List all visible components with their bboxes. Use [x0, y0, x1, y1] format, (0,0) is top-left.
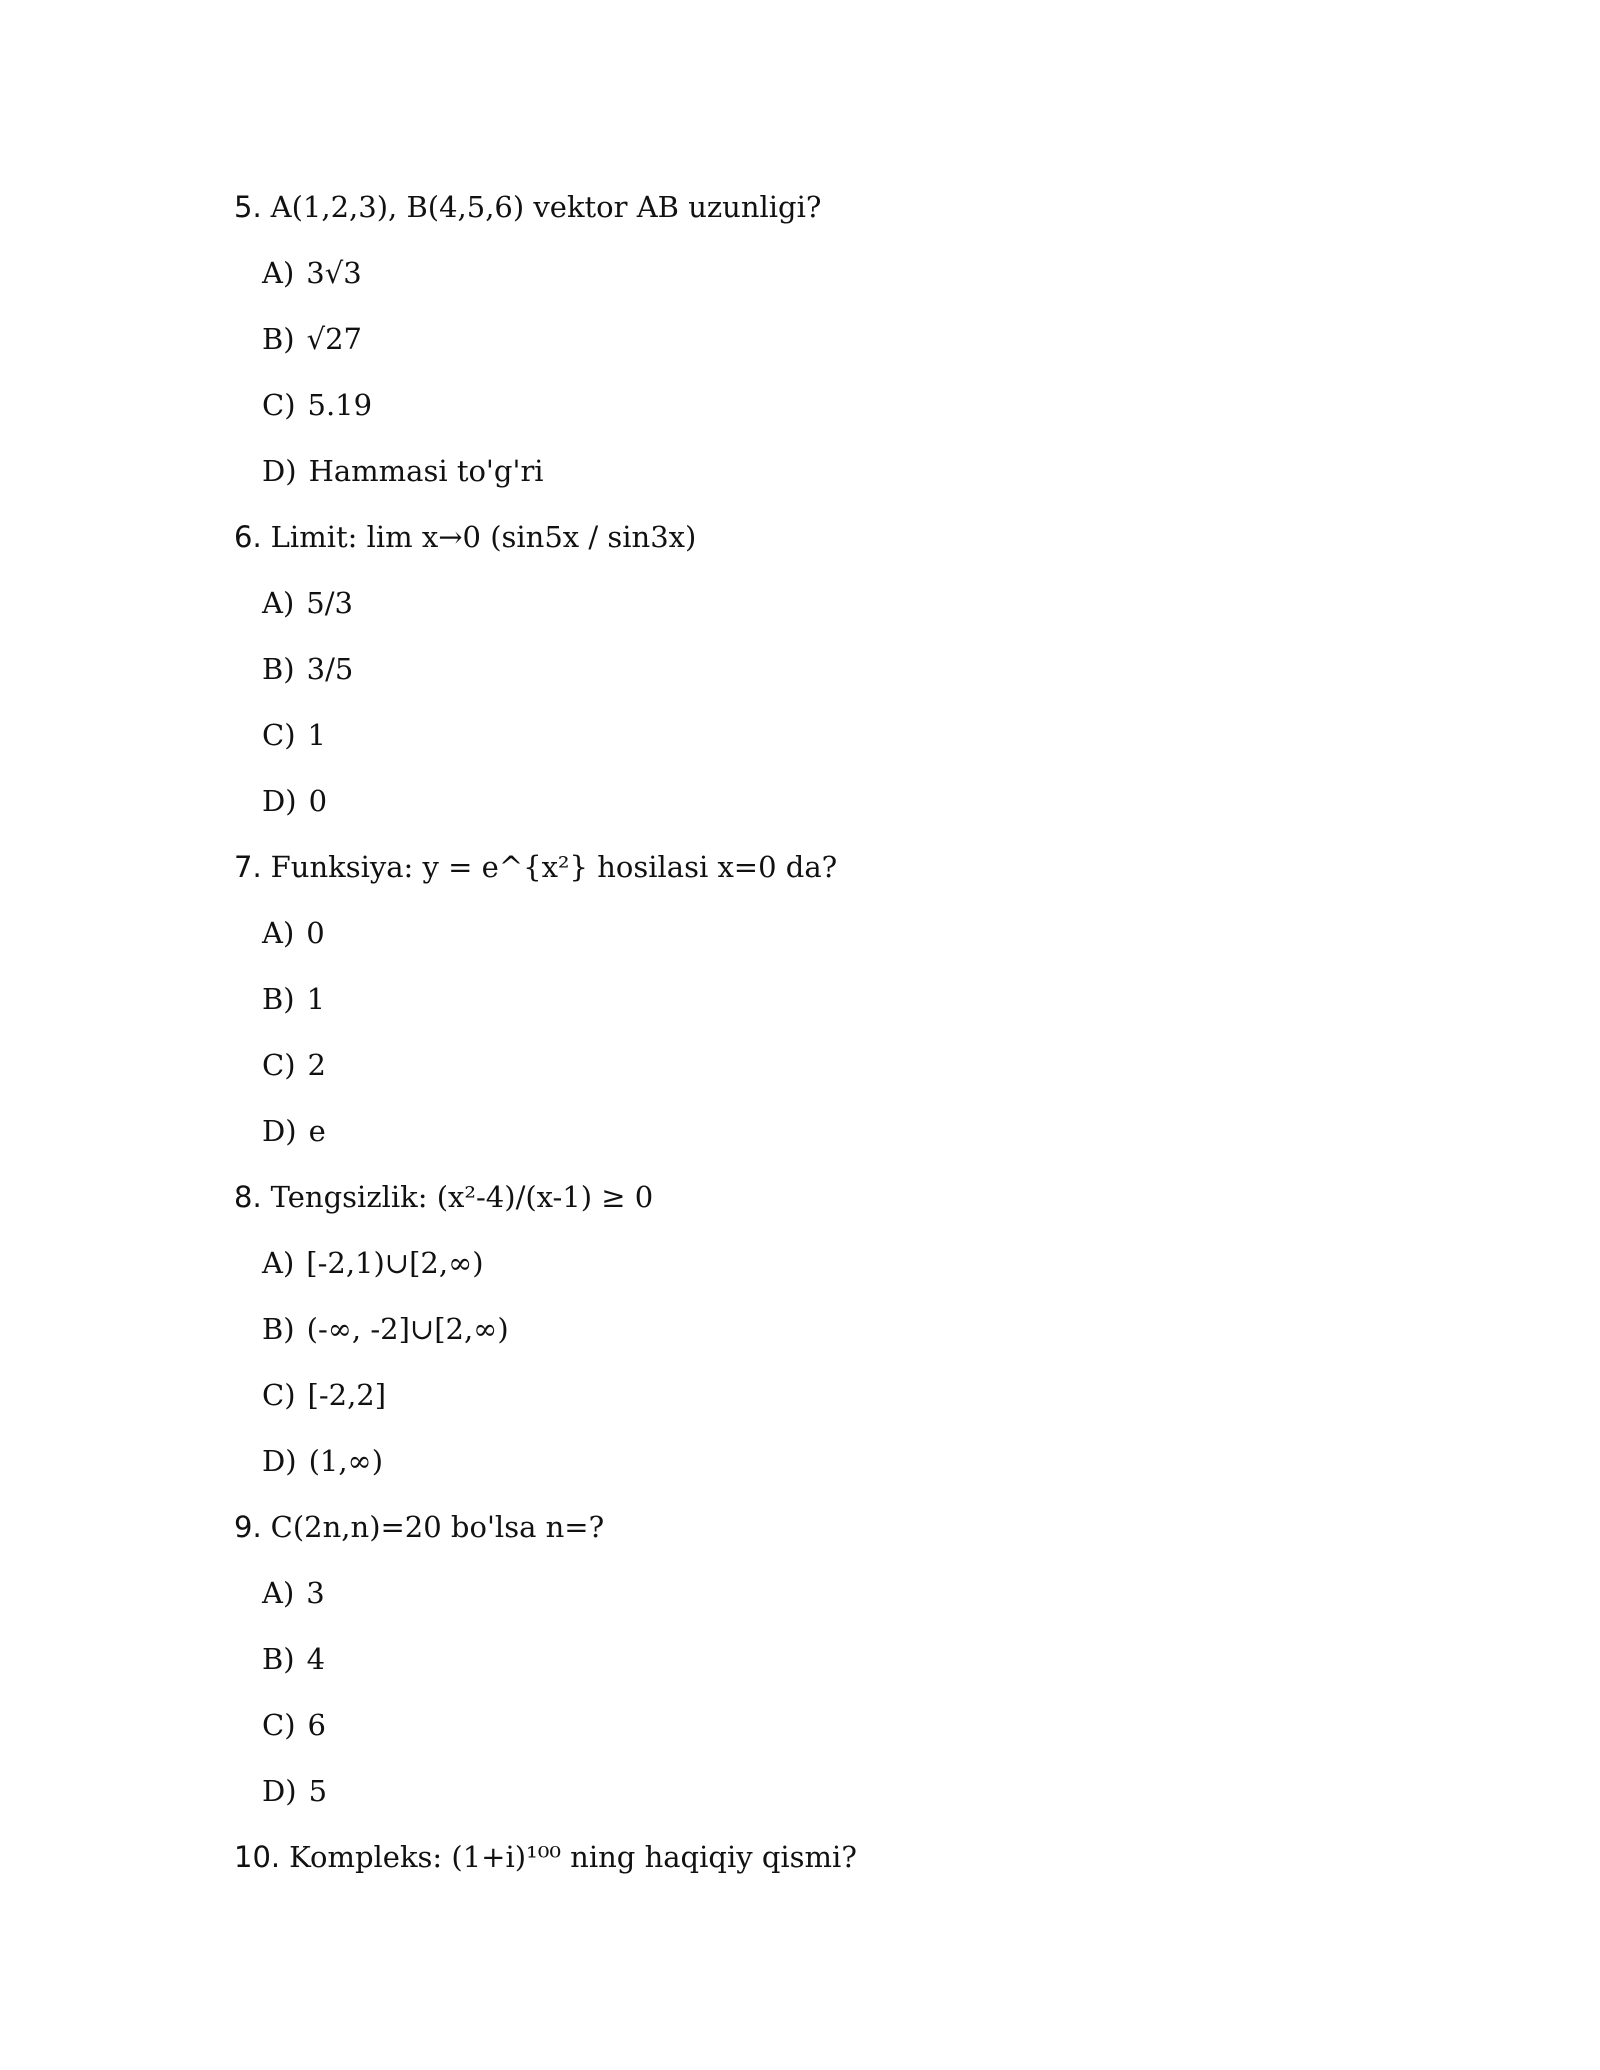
question-5 [234, 183, 1434, 249]
question-number: 6. [234, 520, 262, 554]
question-text: Kompleks: (1+i)¹⁰⁰ ning haqiqiy qismi? [289, 1840, 857, 1874]
option-5-a [234, 249, 1434, 315]
question-text: Limit: lim x→0 (sin5x / sin3x) [270, 520, 697, 554]
option-text: [-2,2] [307, 1378, 387, 1412]
option-6-d [234, 777, 1434, 843]
option-letter: B) [262, 652, 295, 686]
option-letter: C) [262, 1378, 296, 1412]
option-8-b [234, 1305, 1434, 1371]
option-9-a [234, 1569, 1434, 1635]
option-text: 0 [308, 784, 328, 818]
question-10 [234, 1833, 1434, 1899]
option-7-c [234, 1041, 1434, 1107]
question-7 [234, 843, 1434, 909]
option-letter: D) [262, 1444, 297, 1478]
option-text: 3/5 [306, 652, 354, 686]
option-7-b [234, 975, 1434, 1041]
option-letter: B) [262, 1642, 295, 1676]
option-text: e [308, 1114, 326, 1148]
option-6-b [234, 645, 1434, 711]
question-text: C(2n,n)=20 bo'lsa n=? [270, 1510, 605, 1544]
option-text: (-∞, -2]∪[2,∞) [306, 1312, 509, 1346]
option-9-d [234, 1767, 1434, 1833]
option-text: [-2,1)∪[2,∞) [306, 1246, 484, 1280]
question-list [234, 183, 1434, 1899]
option-text: 3 [306, 1576, 325, 1610]
option-letter: A) [262, 1576, 295, 1610]
option-letter: D) [262, 454, 297, 488]
question-9 [234, 1503, 1434, 1569]
option-text: 5/3 [306, 586, 353, 620]
question-number: 10. [234, 1840, 281, 1874]
question-number: 7. [234, 850, 262, 884]
option-letter: A) [262, 256, 295, 290]
option-letter: D) [262, 1774, 297, 1808]
option-letter: A) [262, 916, 295, 950]
option-8-a [234, 1239, 1434, 1305]
option-letter: B) [262, 982, 295, 1016]
option-9-b [234, 1635, 1434, 1701]
option-text: 3√3 [306, 256, 362, 290]
option-letter: B) [262, 1312, 295, 1346]
option-text: 1 [307, 718, 326, 752]
option-letter: D) [262, 784, 297, 818]
option-5-c [234, 381, 1434, 447]
question-text: Tengsizlik: (x²-4)/(x-1) ≥ 0 [270, 1180, 654, 1214]
option-letter: B) [262, 322, 295, 356]
option-letter: C) [262, 718, 296, 752]
option-text: Hammasi to'g'ri [308, 454, 544, 488]
option-5-b [234, 315, 1434, 381]
question-number: 8. [234, 1180, 262, 1214]
option-text: 1 [306, 982, 326, 1016]
option-letter: A) [262, 586, 295, 620]
question-number: 5. [234, 190, 262, 224]
question-text: Funksiya: y = e^{x²} hosilasi x=0 da? [270, 850, 838, 884]
option-letter: D) [262, 1114, 297, 1148]
option-text: 0 [306, 916, 325, 950]
option-letter: A) [262, 1246, 295, 1280]
option-9-c [234, 1701, 1434, 1767]
option-6-c [234, 711, 1434, 777]
option-letter: C) [262, 388, 296, 422]
question-number: 9. [234, 1510, 262, 1544]
option-7-d [234, 1107, 1434, 1173]
option-5-d [234, 447, 1434, 513]
question-text: A(1,2,3), B(4,5,6) vektor AB uzunligi? [270, 190, 822, 224]
option-7-a [234, 909, 1434, 975]
option-8-d [234, 1437, 1434, 1503]
option-letter: C) [262, 1708, 296, 1742]
option-text: 6 [307, 1708, 326, 1742]
option-text: 4 [306, 1642, 326, 1676]
option-text: 2 [307, 1048, 326, 1082]
question-8 [234, 1173, 1434, 1239]
option-text: √27 [306, 322, 363, 356]
option-8-c [234, 1371, 1434, 1437]
option-6-a [234, 579, 1434, 645]
option-text: (1,∞) [308, 1444, 384, 1478]
option-text: 5 [308, 1774, 328, 1808]
question-6 [234, 513, 1434, 579]
option-letter: C) [262, 1048, 296, 1082]
option-text: 5.19 [307, 388, 373, 422]
